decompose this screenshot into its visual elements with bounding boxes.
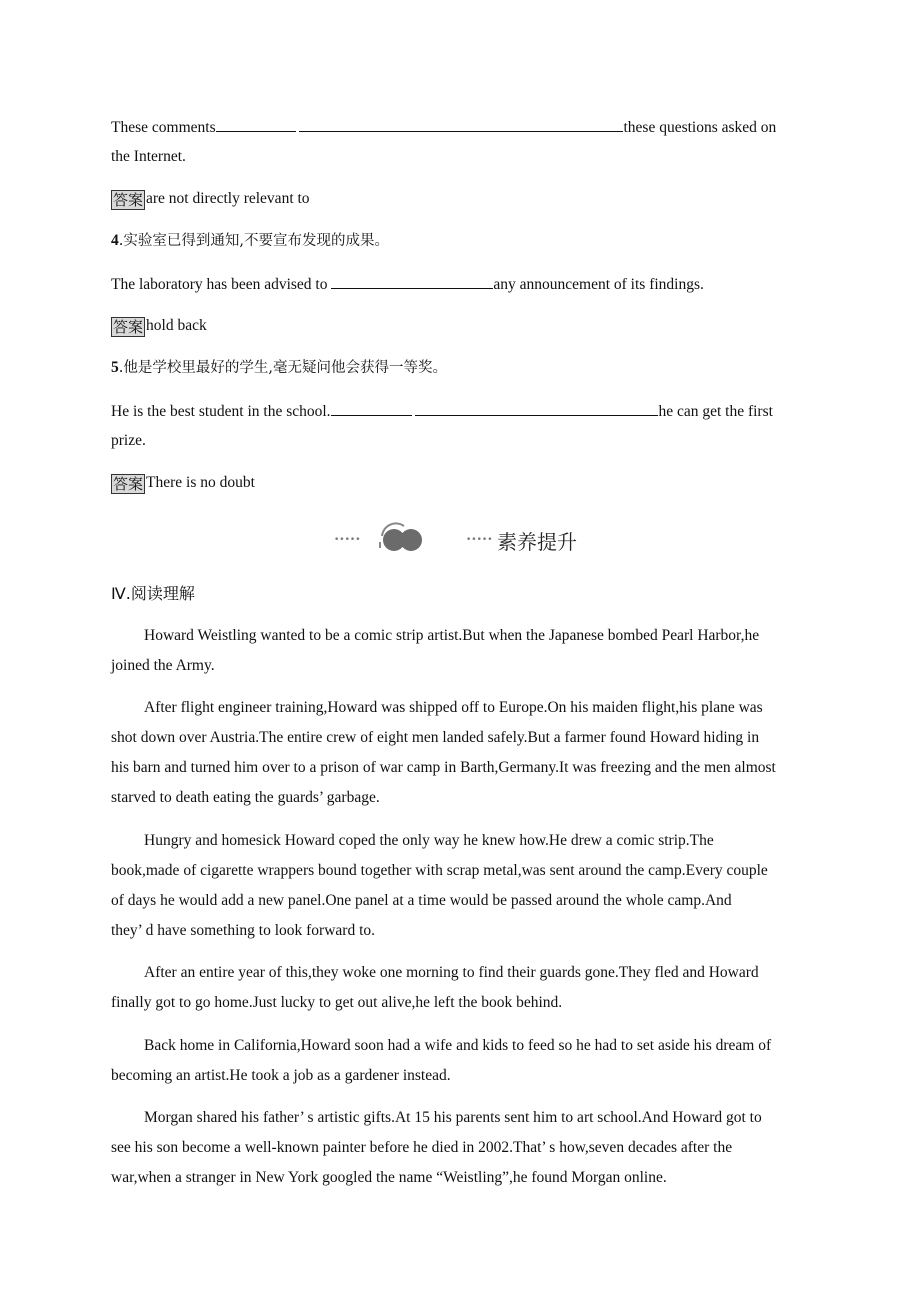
passage-line: see his son become a well-known painter before he died in 2002.That’ s how,seven decades after the xyxy=(111,1139,733,1156)
passage-line: finally got to go home.Just lucky to get out alive,he left the book behind. xyxy=(111,994,563,1011)
question-4-prompt xyxy=(111,231,389,251)
answer-badge: 答案 xyxy=(113,475,144,493)
sentence-text: He is the best student in the school. xyxy=(111,403,331,420)
answer-text: are not directly relevant to xyxy=(146,190,310,207)
answer-blank xyxy=(331,274,493,289)
answer-blank xyxy=(415,401,658,416)
question-4-answer xyxy=(111,316,207,337)
divider-title: 素养提升 xyxy=(497,530,577,554)
dots-left: ••••• xyxy=(334,535,361,545)
question-chinese: .实验室已得到通知,不要宣布发现的成果。 xyxy=(118,233,389,249)
section-divider xyxy=(334,518,594,558)
passage-line: they’ d have something to look forward to. xyxy=(111,922,376,939)
dots-right: ••••• xyxy=(466,535,493,545)
passage-line: Howard Weistling wanted to be a comic strip artist.But when the Japanese bombed Pearl Harbor,he xyxy=(144,627,760,644)
answer-text: hold back xyxy=(146,317,207,334)
question-3-sentence-cont: the Internet. xyxy=(111,148,186,165)
passage-line: book,made of cigarette wrappers bound together with scrap metal,was sent around the camp.Every couple xyxy=(111,862,768,879)
question-3-answer xyxy=(111,189,310,210)
passage-line: starved to death eating the guards’ garbage. xyxy=(111,789,380,806)
passage-line: of days he would add a new panel.One panel at a time would be passed around the whole camp.And xyxy=(111,892,732,909)
answer-badge: 答案 xyxy=(113,191,144,209)
passage-line: Back home in California,Howard soon had a wife and kids to feed so he had to set aside his dream of xyxy=(144,1037,772,1054)
question-5-prompt xyxy=(111,358,447,378)
question-number: 4 xyxy=(111,232,119,249)
answer-blank xyxy=(331,401,412,416)
answer-badge: 答案 xyxy=(113,318,144,336)
question-5-sentence-cont: prize. xyxy=(111,432,146,449)
passage-line: his barn and turned him over to a prison of war camp in Barth,Germany.It was freezing and the men almost xyxy=(111,759,776,776)
question-4-sentence xyxy=(111,274,704,295)
sentence-text: These comments xyxy=(111,119,216,136)
section-title: Ⅳ.阅读理解 xyxy=(111,584,195,603)
passage-line: shot down over Austria.The entire crew of eight men landed safely.But a farmer found Howard hiding in xyxy=(111,729,760,746)
passage-line: After flight engineer training,Howard was shipped off to Europe.On his maiden flight,his plane was xyxy=(144,699,763,716)
sentence-text: any announcement of its findings. xyxy=(493,276,704,293)
question-number: 5 xyxy=(111,359,119,376)
question-chinese: .他是学校里最好的学生,毫无疑问他会获得一等奖。 xyxy=(118,360,447,376)
answer-text: There is no doubt xyxy=(146,474,255,491)
answer-blank xyxy=(216,117,296,132)
passage-line: After an entire year of this,they woke one morning to find their guards gone.They fled and Howard xyxy=(144,964,759,981)
passage-line: becoming an artist.He took a job as a gardener instead. xyxy=(111,1067,451,1084)
answer-blank xyxy=(299,117,623,132)
passage-line: joined the Army. xyxy=(111,657,215,674)
question-5-answer xyxy=(111,473,255,494)
passage-line: Morgan shared his father’ s artistic gifts.At 15 his parents sent him to art school.And Howard got to xyxy=(144,1109,762,1126)
question-5-sentence xyxy=(111,401,773,422)
passage-line: Hungry and homesick Howard coped the only way he knew how.He drew a comic strip.The xyxy=(144,832,714,849)
question-3-sentence xyxy=(111,117,776,138)
sentence-text: The laboratory has been advised to xyxy=(111,276,332,293)
sentence-text: he can get the first xyxy=(658,403,773,420)
double-circle-logo-icon xyxy=(374,520,426,554)
passage-line: war,when a stranger in New York googled the name “Weistling”,he found Morgan online. xyxy=(111,1169,667,1186)
sentence-text: these questions asked on xyxy=(623,119,777,136)
